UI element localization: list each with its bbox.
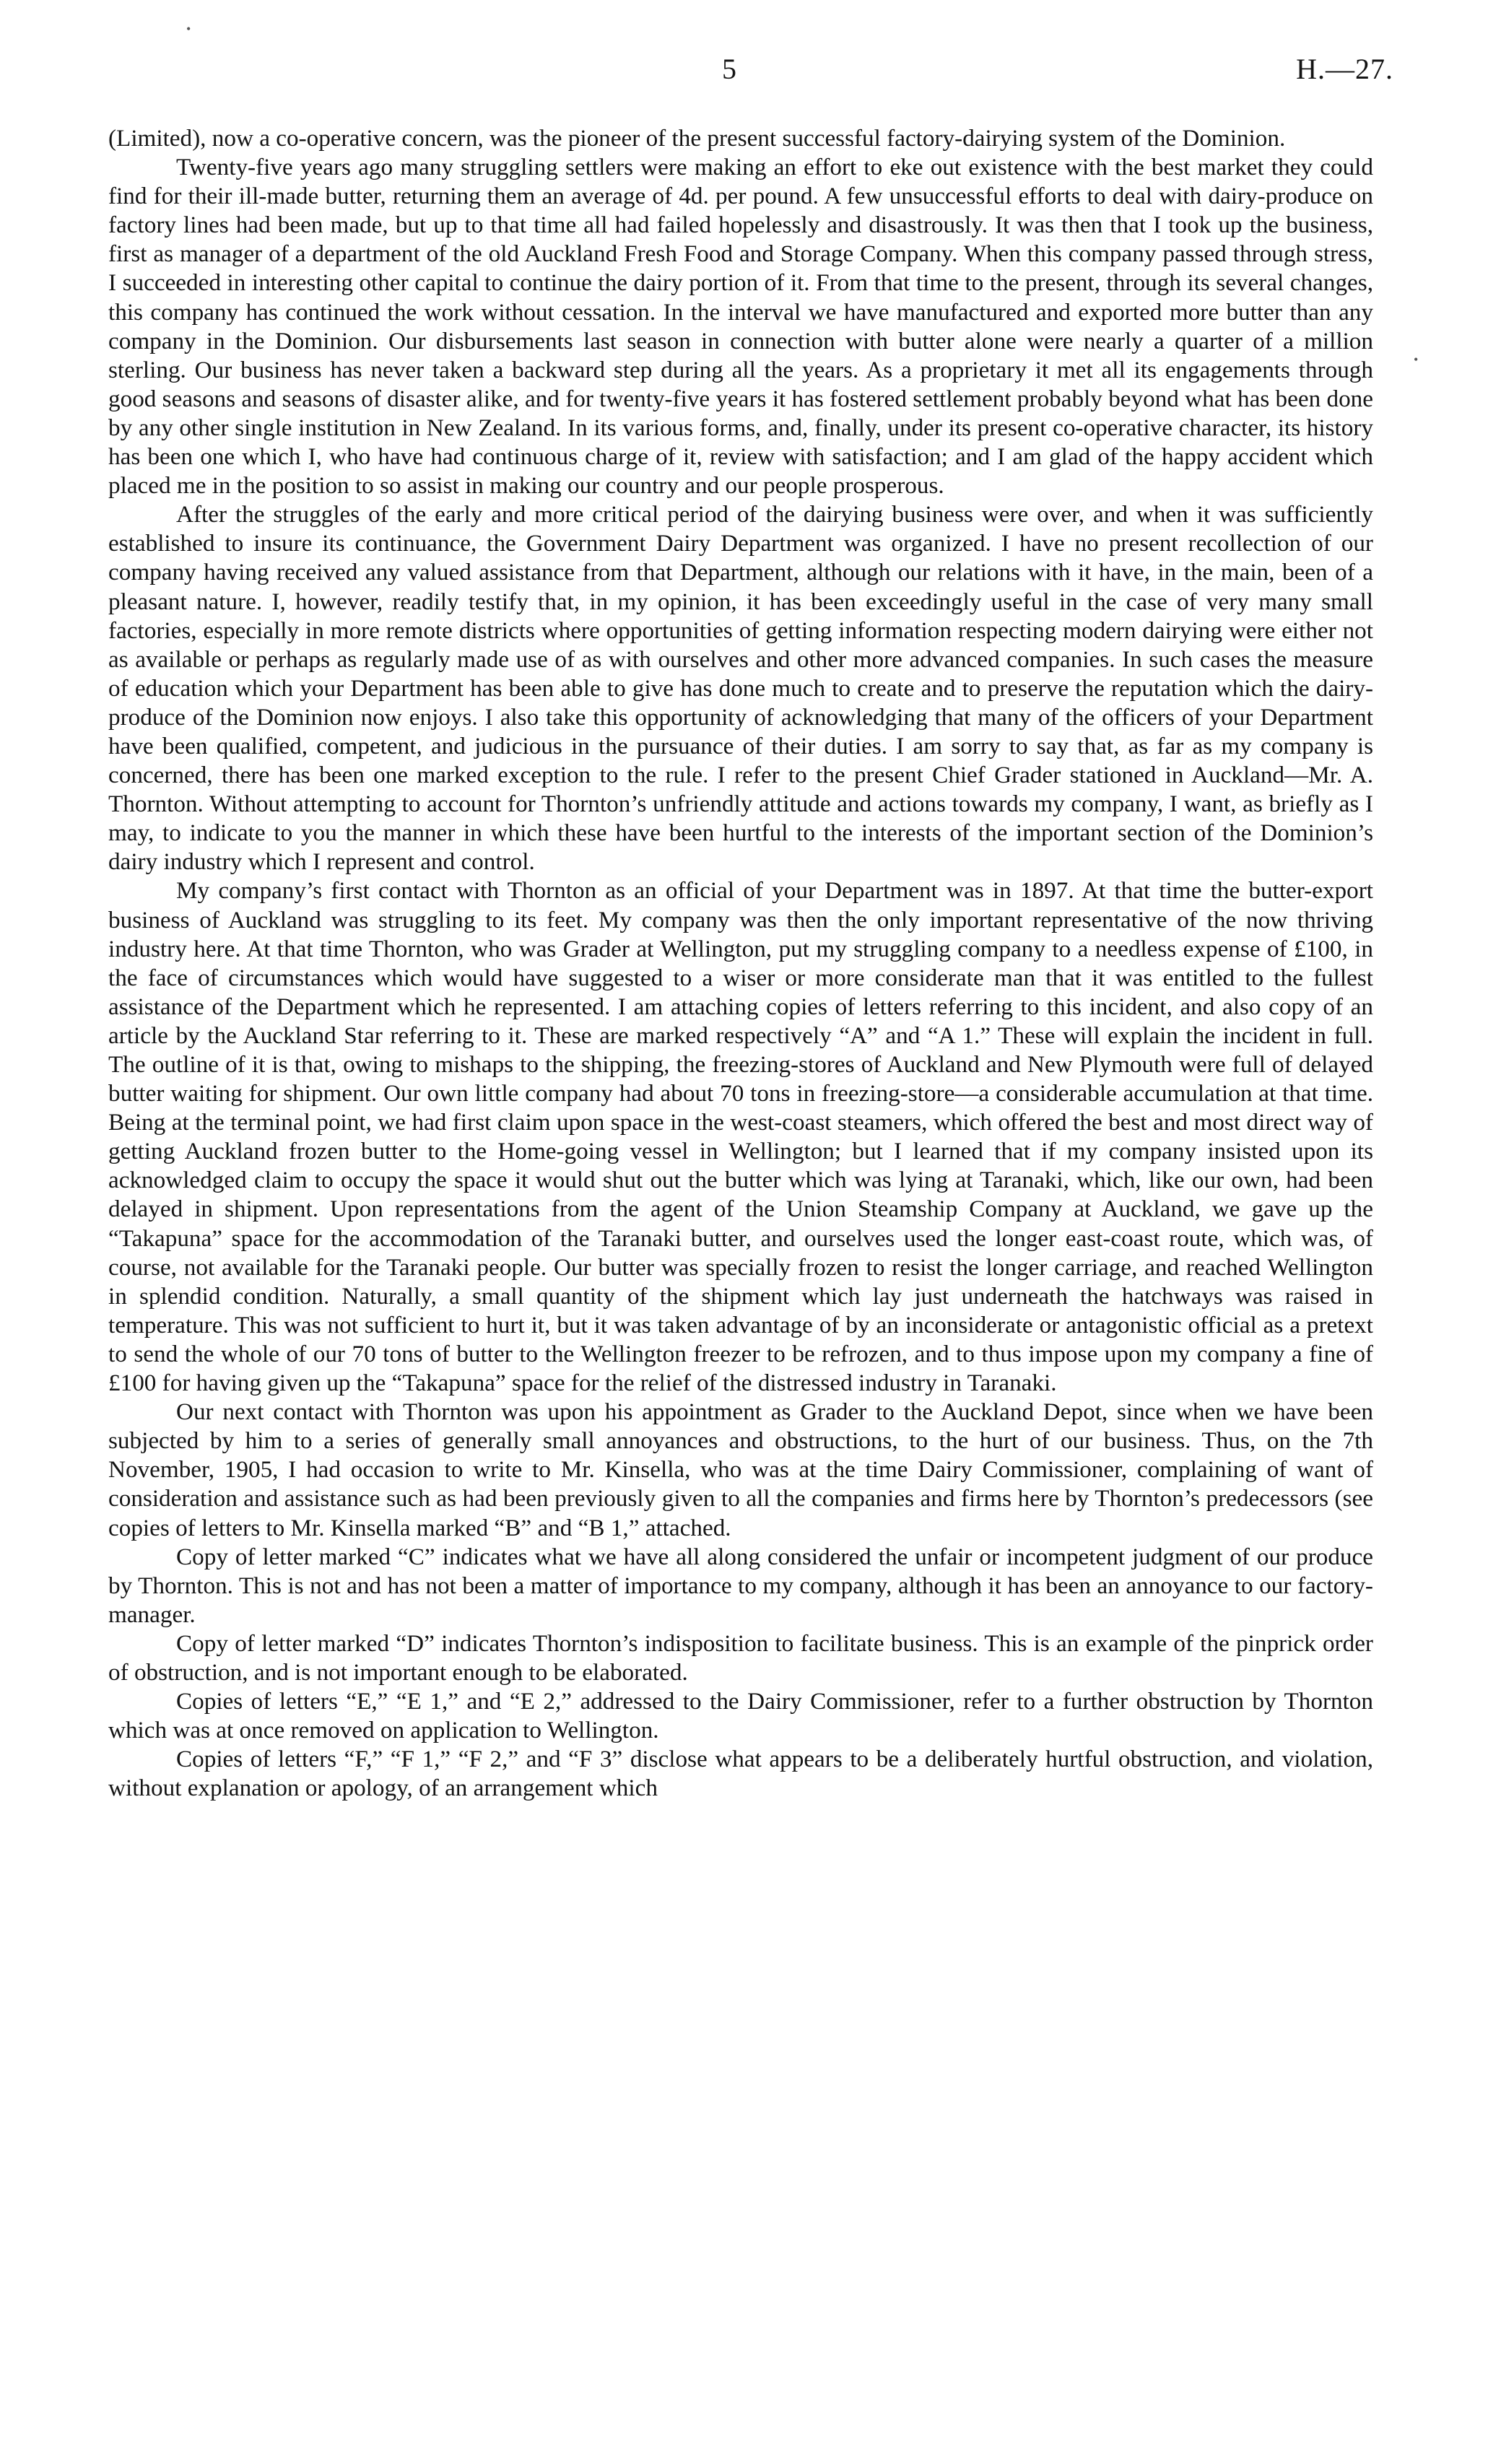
paragraph: Twenty-five years ago many struggling settlers were making an effort to eke out existence with the best market they could find for their ill-made butter, returning them an average of 4d. per pound. A few unsuccessful efforts to deal with dairy-produce on factory lines had been made, but up to that time all had failed hopelessly and disastrously. It was then that I took up the business, first as manager of a department of the old Auckland Fresh Food and Storage Company. When this company passed through stress, I succeeded in interesting other capital to continue the dairy portion of it. From that time to the present, through its several changes, this company has continued the work without cessation. In the interval we have manufactured and exported more butter than any company in the Dominion. Our disbursements last season in connection with butter alone were nearly a quarter of a million sterling. Our business has never taken a backward step during all the years. As a proprietary it met all its engagements through good seasons and seasons of disaster alike, and for twenty-five years it has fostered settlement probably beyond what has been done by any other single institution in New Zealand. In its various forms, and, finally, under its present co-operative character, its history has been one which I, who have had continuous charge of it, review with satisfaction; and I am glad of the happy accident which placed me in the position to so assist in making our country and our people prosperous. bbox=[108, 154, 1373, 500]
paragraph: My company’s first contact with Thornton as an official of your Department was in 1897. At that time the butter-export business of Auckland was struggling to its feet. My company was then the only important representative of the now thriving industry here. At that time Thornton, who was Grader at Wellington, put my struggling company to a needless expense of £100, in the face of circumstances which would have suggested to a wiser or more considerate man that it was entitled to the fullest assistance of the Department which he represented. I am attaching copies of letters referring to this incident, and also copy of an article by the Auckland Star referring to it. These are marked respectively “A” and “A 1.” These will explain the incident in full. The outline of it is that, owing to mishaps to the shipping, the freezing-stores of Auckland and New Plymouth were full of delayed butter waiting for shipment. Our own little company had about 70 tons in freezing-store—a considerable accumulation at that time. Being at the terminal point, we had first claim upon space in the west-coast steamers, which offered the best and most direct way of getting Auckland frozen butter to the Home-going vessel in Wellington; but I learned that if my company insisted upon its acknowledged claim to occupy the space it would shut out the butter which was lying at Taranaki, which, like our own, had been delayed in shipment. Upon representations from the agent of the Union Steamship Company at Auckland, we gave up the “Takapuna” space for the accommodation of the Taranaki butter, and ourselves used the longer east-coast route, which was, of course, not available for the Taranaki people. Our butter was specially frozen to resist the longer carriage, and reached Wellington in splendid condition. Naturally, a small quantity of the shipment which lay just underneath the hatchways was raised in temperature. This was not sufficient to hurt it, but it was taken advantage of by an inconsiderate or antagonistic official as a pretext to send the whole of our 70 tons of butter to the Wellington freezer to be refrozen, and to thus impose upon my company a fine of £100 for having given up the “Takapuna” space for the relief of the distressed industry in Taranaki. bbox=[108, 877, 1373, 1397]
scan-speck: • bbox=[186, 22, 191, 36]
paragraph: Copies of letters “F,” “F 1,” “F 2,” and “F 3” disclose what appears to be a deliberately hurtful obstruction, and violation, without explanation or apology, of an arrangement which bbox=[108, 1746, 1373, 1802]
report-reference: H.—27. bbox=[1296, 53, 1393, 85]
page-header bbox=[108, 52, 1393, 103]
paragraph-continuation: (Limited), now a co-operative concern, was the pioneer of the present successful factory-dairying system of the Dominion. bbox=[108, 125, 1286, 152]
paragraph: Copy of letter marked “D” indicates Thornton’s indisposition to facilitate business. This is an example of the pinprick order of obstruction, and is not important enough to be elaborated. bbox=[108, 1629, 1373, 1686]
paragraph: Copies of letters “E,” “E 1,” and “E 2,” addressed to the Dairy Commissioner, refer to a further obstruction by Thornton which was at once removed on application to Wellington. bbox=[108, 1688, 1373, 1744]
paragraph: Copy of letter marked “C” indicates what we have all along considered the unfair or incompetent judgment of our produce by Thornton. This is not and has not been a matter of importance to my company, although it has been an annoyance to our factory-manager. bbox=[108, 1543, 1373, 1628]
scan-speck: • bbox=[1414, 352, 1419, 367]
paragraph: After the struggles of the early and more critical period of the dairying business were over, and when it was sufficiently established to insure its continuance, the Government Dairy Department was organized. I have no present recollection of our company having received any valued assistance from that Department, although our relations with it have, in the main, been of a pleasant nature. I, however, readily testify that, in my opinion, it has been exceedingly useful in the case of very many small factories, especially in more remote districts where opportunities of getting information respecting modern dairying were either not as available or perhaps as regularly made use of as with ourselves and other more advanced companies. In such cases the measure of education which your Department has been able to give has done much to create and to preserve the reputation which the dairy-produce of the Dominion now enjoys. I also take this opportunity of acknowledging that many of the officers of your Department have been qualified, competent, and judicious in the pursuance of their duties. I am sorry to say that, as far as my company is concerned, there has been one marked exception to the rule. I refer to the present Chief Grader stationed in Auckland—Mr. A. Thornton. Without attempting to account for Thornton’s unfriendly attitude and actions towards my company, I want, as briefly as I may, to indicate to you the manner in which these have been hurtful to the interests of the important section of the Dominion’s dairy industry which I represent and control. bbox=[108, 501, 1373, 876]
paragraph: Our next contact with Thornton was upon his appointment as Grader to the Auckland Depot, since when we have been subjected by him to a series of generally small annoyances and obstructions, to the hurt of our business. Thus, on the 7th November, 1905, I had occasion to write to Mr. Kinsella, who was at the time Dairy Commissioner, complaining of want of consideration and assistance such as had been previously given to all the companies and firms here by Thornton’s predecessors (see copies of letters to Mr. Kinsella marked “B” and “B 1,” attached. bbox=[108, 1398, 1373, 1541]
page-number: 5 bbox=[722, 53, 736, 85]
body-text bbox=[108, 124, 1373, 1803]
